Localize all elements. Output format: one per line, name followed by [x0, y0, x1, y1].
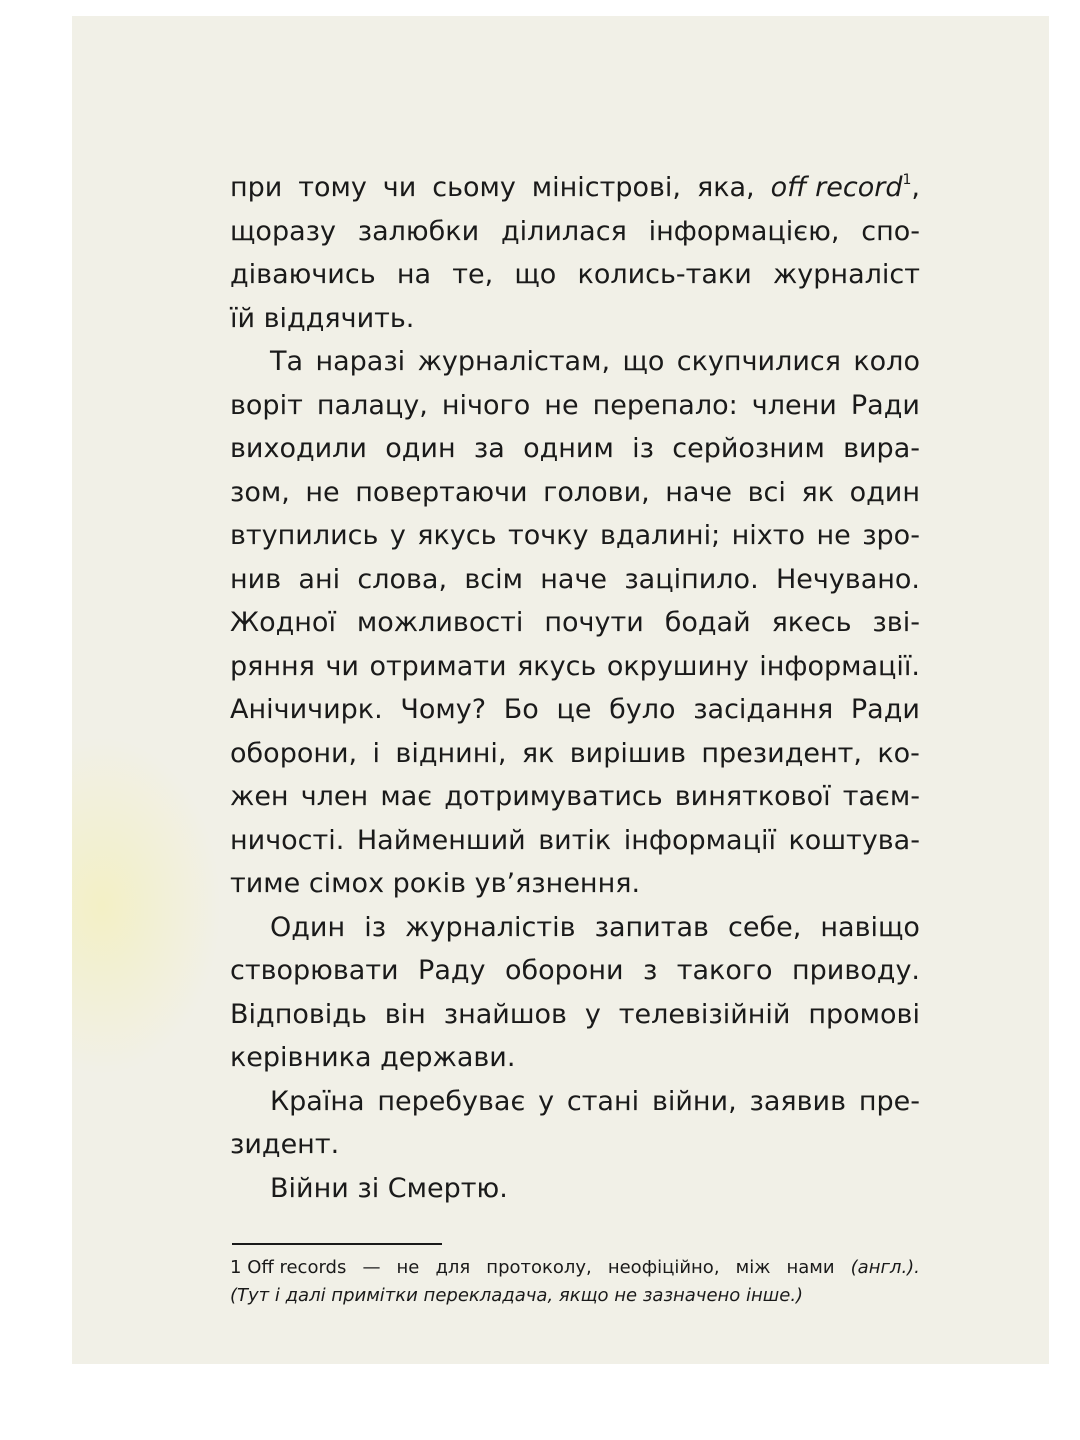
- footnotes: [230, 1254, 920, 1310]
- word: віднині,: [395, 737, 507, 769]
- word: ділилася: [500, 215, 627, 247]
- word: і: [372, 737, 381, 769]
- inline-term: [771, 166, 920, 210]
- word: за: [473, 433, 505, 464]
- text-line: [230, 906, 920, 950]
- word: Чому?: [400, 694, 487, 725]
- line-text: зидент.: [230, 1129, 340, 1160]
- text-line: [230, 775, 920, 819]
- word: яка,: [696, 172, 755, 203]
- word: у: [389, 520, 406, 551]
- text-line: [230, 384, 920, 428]
- word: почути: [544, 607, 644, 638]
- word: член: [300, 781, 369, 812]
- line-text: керівника держави.: [230, 1042, 516, 1073]
- footnote-label: [230, 1254, 346, 1282]
- word: не: [544, 389, 579, 421]
- footnote-divider: [232, 1243, 442, 1245]
- text-line: [230, 210, 920, 254]
- word: діваючись: [230, 259, 376, 290]
- punctuation: ,: [911, 172, 920, 203]
- word: приводу.: [792, 955, 920, 986]
- word: тому: [298, 172, 367, 203]
- word: заявив: [749, 1085, 847, 1117]
- text-line: [230, 1167, 920, 1211]
- word: можливості: [356, 607, 524, 638]
- word: що: [514, 259, 557, 290]
- word: всі: [747, 476, 786, 508]
- word: не: [816, 520, 851, 551]
- word: втупились: [230, 520, 379, 551]
- word: один: [385, 433, 456, 464]
- word: такого: [676, 955, 773, 986]
- word: Країна: [270, 1085, 365, 1117]
- word: з: [642, 955, 658, 986]
- footnote-word: не: [396, 1257, 420, 1278]
- word: один: [849, 476, 920, 508]
- word: це: [556, 694, 592, 725]
- word: вира-: [843, 433, 920, 464]
- word: Раду: [418, 955, 486, 986]
- word: члени: [751, 389, 837, 421]
- word: голови,: [543, 476, 650, 508]
- word: при: [230, 172, 283, 203]
- line-text: тиме сімох років ув’язнення.: [230, 868, 641, 899]
- word: зом,: [230, 476, 290, 508]
- word: бодай: [664, 607, 751, 638]
- line-text: Війни зі Смертю.: [270, 1172, 508, 1204]
- word: у: [584, 998, 601, 1030]
- text-line: [230, 558, 920, 602]
- word: навіщо: [820, 911, 920, 943]
- word: Нечувано.: [775, 563, 920, 595]
- word: створювати: [230, 955, 399, 986]
- word: із: [632, 433, 654, 464]
- word: спо-: [861, 215, 920, 247]
- footnote-term: Off records: [247, 1257, 347, 1278]
- text-line: [230, 1036, 920, 1080]
- book-page: [72, 16, 1049, 1364]
- word: коштува-: [788, 824, 920, 856]
- word: якусь: [517, 650, 597, 682]
- page-body-text: [230, 166, 920, 1210]
- word: воріт: [230, 389, 303, 421]
- word: як: [521, 737, 555, 769]
- footnote-word: протоколу,: [486, 1257, 592, 1278]
- word: журналістам,: [417, 346, 611, 377]
- footnote-line-1: [230, 1254, 920, 1282]
- text-line: [230, 340, 920, 384]
- word: вдалині;: [599, 520, 721, 551]
- word: Відповідь: [230, 998, 367, 1030]
- word: Ради: [850, 694, 920, 725]
- text-line: [230, 471, 920, 515]
- text-line: [230, 862, 920, 906]
- italic-term: off record: [770, 172, 903, 203]
- word: інформацією,: [648, 215, 840, 247]
- word: одним: [523, 433, 614, 464]
- text-line: [230, 993, 920, 1037]
- word: президент,: [701, 737, 862, 769]
- word: Бо: [503, 694, 539, 725]
- word: Та: [270, 346, 304, 377]
- word: Анічичирк.: [230, 694, 383, 725]
- footnote-mark: 1: [230, 1257, 242, 1278]
- word: запитав: [594, 911, 709, 943]
- word: перебуває: [377, 1085, 526, 1117]
- word: наразі: [315, 346, 406, 377]
- word: міністрові,: [531, 172, 682, 203]
- word: заціпило.: [624, 563, 759, 595]
- word: із: [364, 911, 387, 943]
- word: дотримуватись: [444, 781, 663, 812]
- word: Найменший: [356, 824, 526, 856]
- footnote-word: між: [735, 1257, 771, 1278]
- footnote-line-2: [230, 1282, 920, 1310]
- word: промові: [808, 998, 920, 1030]
- word: те,: [452, 259, 494, 290]
- word: таєм-: [842, 781, 920, 812]
- word: нічого: [441, 389, 531, 421]
- footnote-word: нами: [786, 1257, 835, 1278]
- word: перепало:: [592, 389, 738, 421]
- word: що: [622, 346, 665, 377]
- word: оборони,: [230, 737, 358, 769]
- footnote-lang-note: (англ.).: [850, 1257, 920, 1278]
- word: знайшов: [443, 998, 567, 1030]
- footnote-word: неофіційно,: [607, 1257, 720, 1278]
- footnote-word: —: [362, 1257, 381, 1278]
- word: журналіст: [772, 259, 920, 290]
- word: точку: [508, 520, 589, 551]
- word: жен: [230, 781, 289, 812]
- text-line: [230, 166, 920, 210]
- footnote-word: для: [435, 1257, 471, 1278]
- word: ряння: [230, 650, 315, 682]
- word: повертаючи: [355, 476, 528, 508]
- word: на: [396, 259, 432, 290]
- word: має: [380, 781, 433, 812]
- word: зві-: [872, 607, 920, 638]
- word: пре-: [858, 1085, 920, 1117]
- word: телевізійній: [618, 998, 791, 1030]
- text-line: [230, 645, 920, 689]
- word: окрушину: [606, 650, 749, 682]
- footnote-reference[interactable]: 1: [902, 172, 912, 188]
- word: коло: [853, 346, 920, 377]
- word: слова,: [357, 563, 448, 595]
- word: війни,: [651, 1085, 737, 1117]
- word: скупчилися: [676, 346, 841, 377]
- text-line: [230, 949, 920, 993]
- word: ничості.: [230, 824, 345, 856]
- word: журналістів: [405, 911, 576, 943]
- word: чи: [325, 650, 359, 682]
- word: Ради: [850, 389, 920, 421]
- word: засідання: [693, 694, 834, 725]
- text-line: [230, 1123, 920, 1167]
- word: ко-: [877, 737, 920, 769]
- word: якусь: [417, 520, 497, 551]
- word: всім: [464, 563, 523, 595]
- word: отримати: [369, 650, 507, 682]
- text-line: [230, 601, 920, 645]
- text-line: [230, 427, 920, 471]
- word: Жодної: [230, 607, 336, 638]
- word: виходили: [230, 433, 367, 464]
- word: ніхто: [731, 520, 806, 551]
- word: оборони: [504, 955, 624, 986]
- word: серйозним: [672, 433, 825, 464]
- word: щоразу: [230, 215, 336, 247]
- word: Один: [270, 911, 346, 943]
- text-line: [230, 688, 920, 732]
- word: він: [384, 998, 426, 1030]
- word: залюбки: [357, 215, 480, 247]
- word: було: [609, 694, 676, 725]
- word: якесь: [771, 607, 852, 638]
- line-text: їй віддячить.: [230, 302, 415, 334]
- word: у: [538, 1085, 555, 1117]
- word: себе,: [727, 911, 802, 943]
- word: сьому: [432, 172, 516, 203]
- word: інформації.: [759, 650, 920, 682]
- footnote-translator-note: (Тут і далі примітки перекладача, якщо не зазначено інше.): [230, 1285, 804, 1306]
- word: виняткової: [674, 781, 831, 812]
- word: наче: [540, 563, 608, 595]
- word: ані: [298, 563, 341, 595]
- word: чи: [382, 172, 417, 203]
- text-line: [230, 819, 920, 863]
- word: наче: [665, 476, 733, 508]
- word: вирішив: [569, 737, 687, 769]
- text-line: [230, 514, 920, 558]
- text-line: [230, 297, 920, 341]
- text-line: [230, 1080, 920, 1124]
- text-line: [230, 732, 920, 776]
- word: стані: [566, 1085, 640, 1117]
- word: палацу,: [316, 389, 428, 421]
- word: зро-: [862, 520, 920, 551]
- text-line: [230, 253, 920, 297]
- word: нив: [230, 563, 282, 595]
- word: колись-таки: [577, 259, 752, 290]
- word: витік: [538, 824, 612, 856]
- word: як: [801, 476, 835, 508]
- word: не: [305, 476, 340, 508]
- word: інформації: [623, 824, 776, 856]
